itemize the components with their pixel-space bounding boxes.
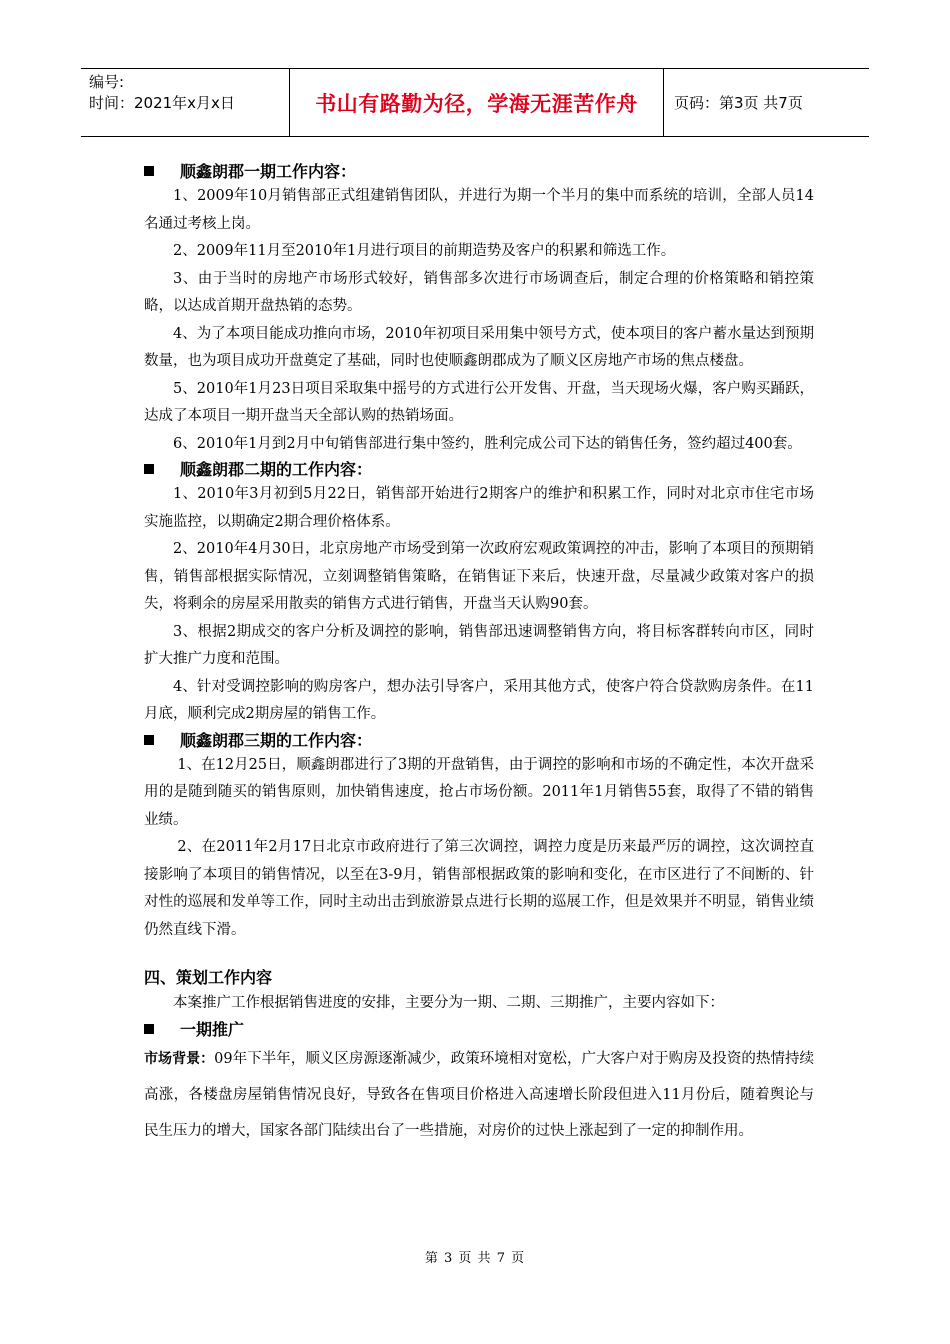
market-background — [144, 1041, 814, 1149]
phase1-item: 4、为了本项目能成功推向市场，2010年初项目采用集中领号方式，使本项目的客户蓄水量达到预期数量，也为项目成功开盘奠定了基础，同时也使顺鑫朗郡成为了顺义区房地产市场的焦点楼盘。 — [144, 325, 814, 369]
promo-phase1-title: 一期推广 — [180, 1019, 245, 1039]
phase2-item: 2、2010年4月30日，北京房地产市场受到第一次政府宏观政策调控的冲击，影响了本项目的预期销售，销售部根据实际情况，立刻调整销售策略，在销售证下来后，快速开盘，尽量减少政策对客户的损失，将剩余的房屋采用散卖的销售方式进行销售，开盘当天认购90套。 — [144, 541, 814, 612]
phase2-item: 1、2010年3月初到5月22日，销售部开始进行2期客户的维护和积累工作，同时对北京市住宅市场实施监控，以期确定2期合理价格体系。 — [144, 486, 814, 530]
phase3-heading — [180, 729, 814, 752]
phase3-item: 1、在12月25日，顺鑫朗郡进行了3期的开盘销售，由于调控的影响和市场的不确定性，本次开盘采用的是随到随买的销售原则，加快销售速度，抢占市场份额。2011年1月销售55套，取得了不错的销售业绩。 — [144, 756, 814, 828]
section4-title: 四、策划工作内容 — [144, 968, 273, 987]
document-body — [144, 160, 814, 1149]
phase2-heading — [180, 458, 814, 481]
header-page-code: 页码：第3页 共7页 — [674, 94, 803, 112]
header-meta — [81, 69, 289, 136]
phase1-heading — [180, 160, 814, 183]
spacer — [144, 944, 814, 966]
square-bullet-icon — [144, 1024, 154, 1034]
promo-phase1-heading — [180, 1018, 814, 1041]
market-background-label: 市场背景： — [144, 1050, 215, 1067]
phase1-title: 顺鑫朗郡一期工作内容： — [180, 162, 357, 181]
phase1-item: 2、2009年11月至2010年1月进行项目的前期造势及客户的积累和筛选工作。 — [173, 243, 676, 259]
phase2-item: 4、针对受调控影响的购房客户，想办法引导客户，采用其他方式，使客户符合贷款购房条件。在11月底，顺利完成2期房屋的销售工作。 — [144, 678, 814, 722]
section4-intro: 本案推广工作根据销售进度的安排，主要分为一期、二期、三期推广，主要内容如下： — [173, 995, 724, 1011]
header-motto: 书山有路勤为径，学海无涯苦作舟 — [289, 69, 664, 136]
phase2-title: 顺鑫朗郡二期的工作内容： — [180, 460, 373, 479]
market-background-text: 09年下半年，顺义区房源逐渐减少，政策环境相对宽松，广大客户对于购房及投资的热情持续高涨，各楼盘房屋销售情况良好，导致各在售项目价格进入高速增长阶段但进入11月份后，随着舆论与民生压力的增大，国家各部门陆续出台了一些措施，对房价的过快上涨起到了一定的抑制作用。 — [144, 1050, 814, 1139]
page-header — [81, 68, 869, 137]
page-footer: 第 3 页 共 7 页 — [424, 1251, 526, 1266]
phase3-title: 顺鑫朗郡三期的工作内容： — [180, 730, 373, 750]
square-bullet-icon — [144, 166, 154, 176]
phase3-item: 2、在2011年2月17日北京市政府进行了第三次调控，调控力度是历来最严厉的调控，这次调控直接影响了本项目的销售情况，以至在3-9月，销售部根据政策的影响和变化，在市区进行了不间断的、针对性的巡展和发单等工作，同时主动出击到旅游景点进行长期的巡展工作，但是效果并不明显，销售业绩仍然直线下滑。 — [144, 839, 814, 938]
phase1-item: 6、2010年1月到2月中旬销售部进行集中签约，胜利完成公司下达的销售任务，签约超过400套。 — [173, 435, 802, 452]
number-label: 编号: — [89, 73, 125, 91]
phase1-item: 3、由于当时的房地产市场形式较好，销售部多次进行市场调查后，制定合理的价格策略和销控策略，以达成首期开盘热销的态势。 — [144, 270, 814, 314]
phase1-item: 5、2010年1月23日项目采取集中摇号的方式进行公开发售、开盘，当天现场火爆，客户购买踊跃，达成了本项目一期开盘当天全部认购的热销场面。 — [144, 380, 814, 424]
phase2-item: 3、根据2期成交的客户分析及调控的影响，销售部迅速调整销售方向，将目标客群转向市区，同时扩大推广力度和范围。 — [144, 623, 814, 667]
time-label: 时间：2021年x月x日 — [89, 94, 235, 112]
square-bullet-icon — [144, 735, 154, 745]
phase1-item: 1、2009年10月销售部正式组建销售团队，并进行为期一个半月的集中而系统的培训，全部人员14名通过考核上岗。 — [144, 188, 814, 232]
square-bullet-icon — [144, 464, 154, 474]
